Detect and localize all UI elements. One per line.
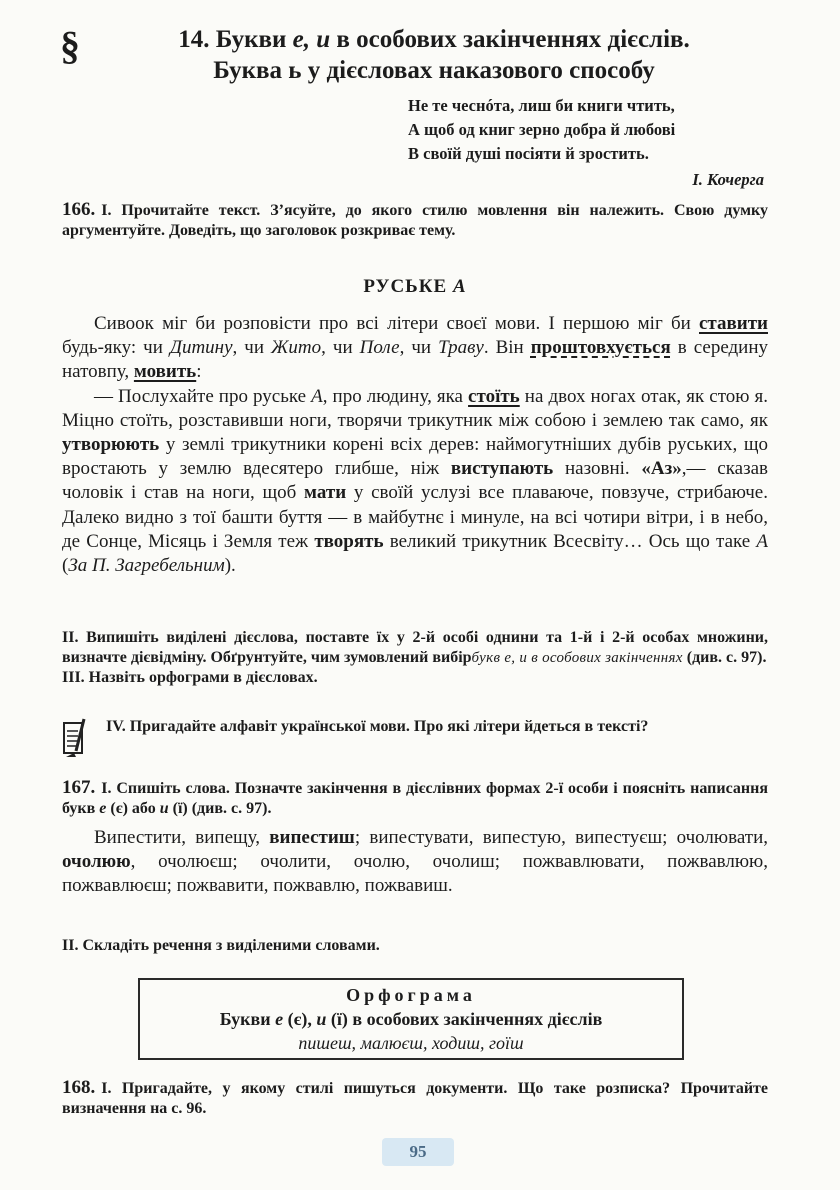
- story-text: [62, 312, 768, 578]
- highlighted-word: очолюю: [62, 851, 131, 873]
- epigraph: [408, 94, 768, 192]
- orthogram-examples: пишеш, малюєш, ходиш, гоїш: [298, 1033, 524, 1053]
- exercise-167-task-2: ІІ. Складіть речення з виділеними словами.: [62, 937, 380, 954]
- orthogram-rule: Букви е (є), и (ї) в особових закінченнях дієслів: [219, 1009, 603, 1029]
- exercise-number: 166.: [62, 199, 96, 220]
- highlighted-verb: ставити: [699, 313, 768, 334]
- word-list: Випестити, випещу, випестиш; випестувати, випестую, випестуєш; очолювати, очолюю, очолюєш; очолити, очолю, очолиш; пожвавлювати, пожвавлюю, пожвавлюєш; пожвавити, пожвавлю, пожвавиш.: [62, 827, 768, 897]
- section-sign: §: [60, 23, 80, 68]
- task-3: ІІІ. Назвіть орфограми в дієсловах.: [62, 669, 318, 686]
- section-title: [104, 24, 764, 86]
- section-title-line2: Буква ь у дієсловах наказового способу: [213, 57, 655, 84]
- exercise-number: 168.: [62, 1077, 96, 1098]
- section-heading: [60, 24, 780, 86]
- exercise-166-task-1: 166. І. Прочитайте текст. З’ясуйте, до якого стилю мовлення він належить. Свою думку аргументуйте. Доведіть, що заголовок розкриває тему.: [62, 199, 768, 239]
- orthogram-box: [138, 978, 684, 1060]
- highlighted-word: випестиш: [269, 827, 355, 848]
- epigraph-author: І. Кочерга: [692, 170, 764, 189]
- epigraph-line: Не те чеснóта, лиш би книги чтить,: [408, 96, 675, 115]
- story-paragraph: — Послухайте про руське А, про людину, яка стоїть на двох ногах отак, як стою я. Міцно стоїть, розставивши ноги, творячи трикутник між собою і землею так само, як утворюють у землі трикутники корені всіх дерев: наймогутніших дубів руських, що вростають у землю вдесятеро глибше, ніж виступають назовні. «Аз»,— сказав чоловік і став на ноги, щоб мати у своїй услузі все плаваюче, повзуче, стрибаюче. Далеко видно з тої башти буття — в майбутнє і минуле, на всі чотири вітри, і в небо, де Сонце, Місяць і Земля теж творять великий трикутник Всесвіту… Ось що таке А (За П. Загребельним).: [62, 385, 768, 577]
- notebook-pencil-icon: [62, 717, 88, 759]
- highlighted-verb: мовить: [133, 361, 197, 383]
- highlighted-verb: мати: [304, 482, 347, 504]
- exercise-number: 167.: [62, 777, 96, 798]
- text-title: РУСЬКЕ А: [363, 276, 467, 297]
- exercise-167-task-1: 167. І. Спишіть слова. Позначте закінчення в дієслівних формах 2-ї особи і поясніть написання букв е (є) або и (ї) (див. с. 97).: [62, 777, 768, 817]
- highlighted-verb: утворюють: [62, 434, 160, 456]
- highlighted-verb: проштовхується: [530, 337, 671, 359]
- section-title-line1: 14. Букви е, и в особових закінченнях дієслів.: [178, 26, 690, 53]
- page-number: 95: [382, 1138, 454, 1166]
- story-paragraph: Сивоок міг би розповісти про всі літери своєї мови. І першою міг би ставити будь-яку: чи Дитину, чи Жито, чи Поле, чи Траву. Він проштовхується в середину натовпу, мовить:: [62, 313, 769, 383]
- task-4: ІV. Пригадайте алфавіт української мови. Про які літери йдеться в тексті?: [62, 717, 768, 737]
- highlighted-verb: творять: [314, 530, 384, 552]
- epigraph-line: В своїй душі посіяти й зростить.: [408, 144, 649, 163]
- exercise-168-task-1: 168. І. Пригадайте, у якому стилі пишуться документи. Що таке розписка? Прочитайте визначення на с. 96.: [62, 1077, 768, 1117]
- epigraph-line: А щоб од книг зерно добра й любові: [408, 120, 676, 139]
- exercise-166-tasks: [62, 628, 768, 688]
- orthogram-label: Орфограма: [346, 985, 476, 1005]
- task-2: ІІ. Випишіть виділені дієслова, поставте їх у 2-й особі однини та 1-й і 2-й особах множини, визначте дієвідміну. Обґрунтуйте, чим зумовлений вибірбукв е, и в особових закінченнях (див. с. 97).: [62, 629, 768, 666]
- story-source: За П. Загребельним: [68, 555, 225, 577]
- highlighted-verb: стоїть: [468, 385, 520, 407]
- handwritten-note: букв е, и в особових закінченнях: [471, 650, 683, 666]
- highlighted-verb: виступають: [450, 458, 554, 480]
